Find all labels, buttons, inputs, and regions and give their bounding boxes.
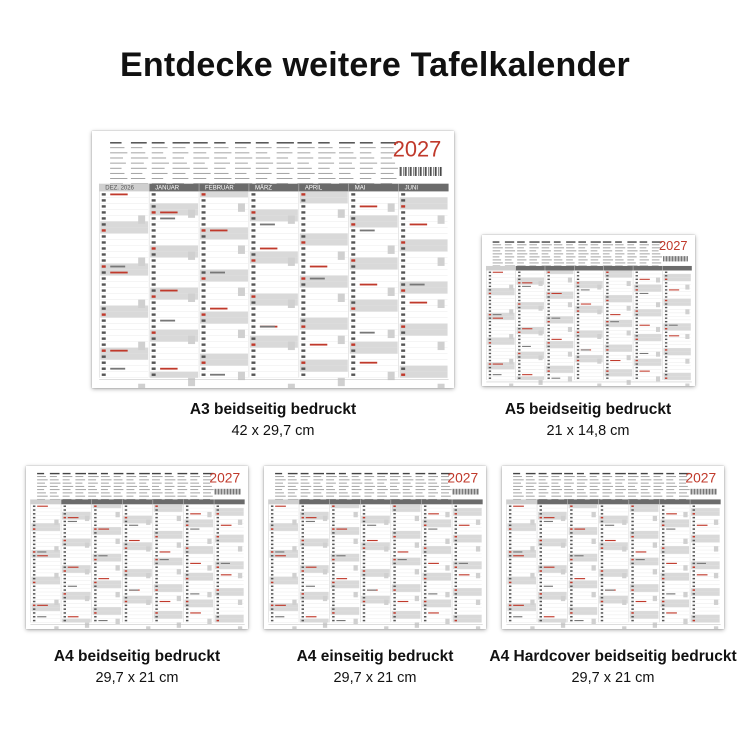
product-size: 21 x 14,8 cm <box>546 423 630 439</box>
calendar-year-label: 2027 <box>447 469 479 486</box>
product-title: A4 einseitig bedruckt <box>296 648 454 665</box>
month-header: JUNI <box>404 185 419 192</box>
calendar-year-label: 2027 <box>658 238 688 254</box>
month-header: MÄRZ <box>254 185 272 192</box>
calendar-image-a4-single-sided <box>264 466 486 629</box>
month-header: JANUAR <box>155 185 180 192</box>
product-title: A4 beidseitig bedruckt <box>53 648 221 665</box>
calendar-year-label: 2027 <box>209 469 241 486</box>
product-title: A4 Hardcover beidseitig bedruckt <box>489 648 737 665</box>
product-size: 29,7 x 21 cm <box>571 670 655 686</box>
calendar-image-a3 <box>92 131 454 388</box>
month-header: MAI <box>354 185 366 192</box>
product-size: 42 x 29,7 cm <box>231 423 315 439</box>
calendar-image-a5 <box>482 235 695 386</box>
calendar-year-label: 2027 <box>392 136 442 162</box>
page-headline: Entdecke weitere Tafelkalender <box>120 46 630 84</box>
month-header: APRIL <box>304 185 323 192</box>
calendar-year-label: 2027 <box>685 469 717 486</box>
month-header: FEBRUAR <box>205 185 234 192</box>
product-size: 29,7 x 21 cm <box>95 670 179 686</box>
month-header: DEZ. 2026 <box>105 185 134 192</box>
product-title: A5 beidseitig bedruckt <box>504 401 672 418</box>
calendar-image-a4-double-sided <box>26 466 248 629</box>
product-size: 29,7 x 21 cm <box>333 670 417 686</box>
calendar-image-a4-hardcover <box>502 466 724 629</box>
product-title: A3 beidseitig bedruckt <box>189 401 357 418</box>
